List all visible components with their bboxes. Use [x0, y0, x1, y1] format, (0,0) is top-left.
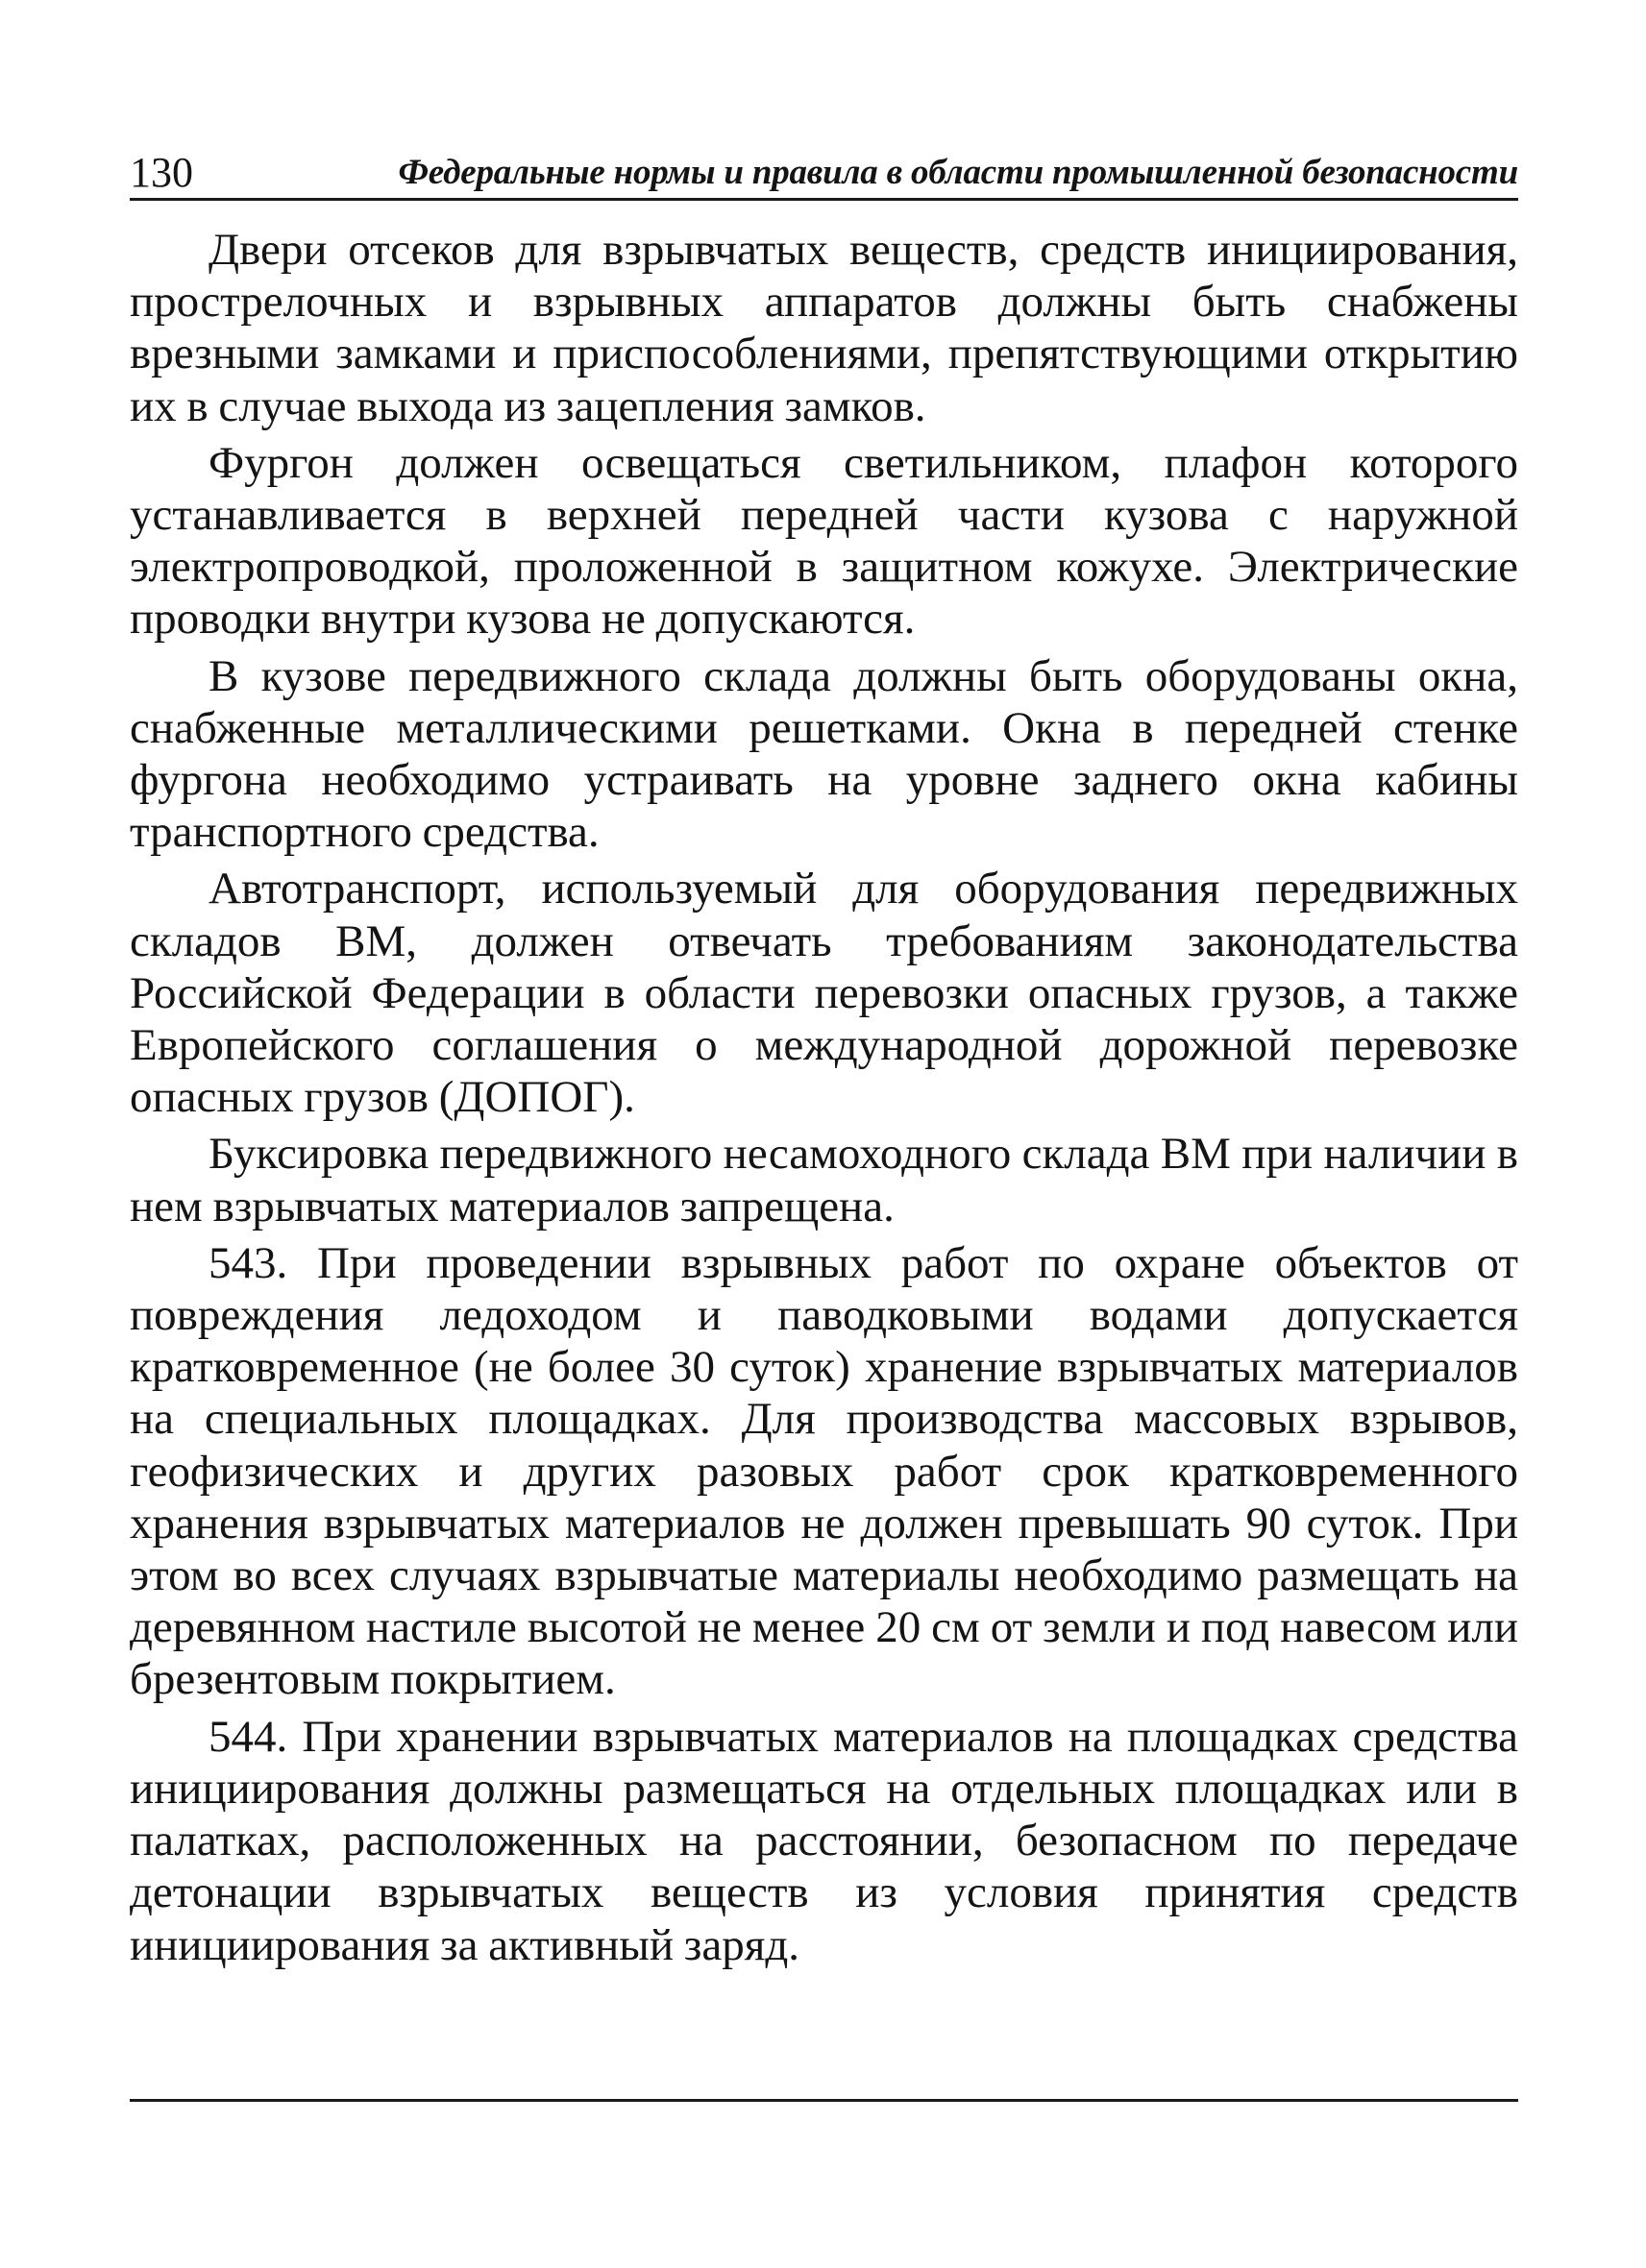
paragraph-lighting: Фургон должен освещаться светильником, плафон которого устанавливается в верхней передней части кузова с наружной электропроводкой, проложенной в защитном кожухе. Электрические проводки внутри кузова не допускаются. [130, 437, 1518, 645]
paragraph-543: 543. При проведении взрывных работ по охране объектов от повреждения ледоходом и паводковыми водами допускается кратковременное (не более 30 суток) хранение взрывчатых материалов на специальных площадках. Для производства массовых взрывов, геофизических и других разовых работ срок кратковременного хранения взрывчатых материалов не должен превышать 90 суток. При этом во всех случаях взрывчатые материалы необходимо размещать на деревянном настиле высотой не менее 20 см от земли и под навесом или брезентовым покрытием. [130, 1237, 1518, 1705]
document-page [130, 144, 1518, 1976]
footer-rule [130, 2099, 1518, 2102]
paragraph-towing: Буксировка передвижного несамоходного склада ВМ при наличии в нем взрывчатых материалов запрещена. [130, 1129, 1518, 1232]
running-title: Федеральные нормы и правила в области промышленной безопасности [398, 153, 1518, 192]
paragraph-doors: Двери отсеков для взрывчатых веществ, средств инициирования, прострелочных и взрывных аппаратов должны быть снабжены врезными замками и приспособлениями, препятствующими открытию их в случае выхода из зацепления замков. [130, 225, 1518, 431]
page-header [130, 144, 1518, 201]
paragraph-windows: В кузове передвижного склада должны быть оборудованы окна, снабженные металлическими решетками. Окна в передней стенке фургона необходимо устраивать на уровне заднего окна кабины транспортного средства. [130, 650, 1518, 858]
paragraph-vehicles: Автотранспорт, используемый для оборудования передвижных складов ВМ, должен отвечать требованиям законодательства Российской Федерации в области перевозки опасных грузов, а также Европейского соглашения о международной дорожной перевозке опасных грузов (ДОПОГ). [130, 864, 1518, 1123]
page-number: 130 [130, 149, 193, 196]
body-text [130, 224, 1518, 1971]
paragraph-544: 544. При хранении взрывчатых материалов на площадках средства инициирования должны размещаться на отдельных площадках или в палатках, расположенных на расстоянии, безопасном по передаче детонации взрывчатых веществ из условия принятия средств инициирования за активный заряд. [130, 1711, 1518, 1970]
